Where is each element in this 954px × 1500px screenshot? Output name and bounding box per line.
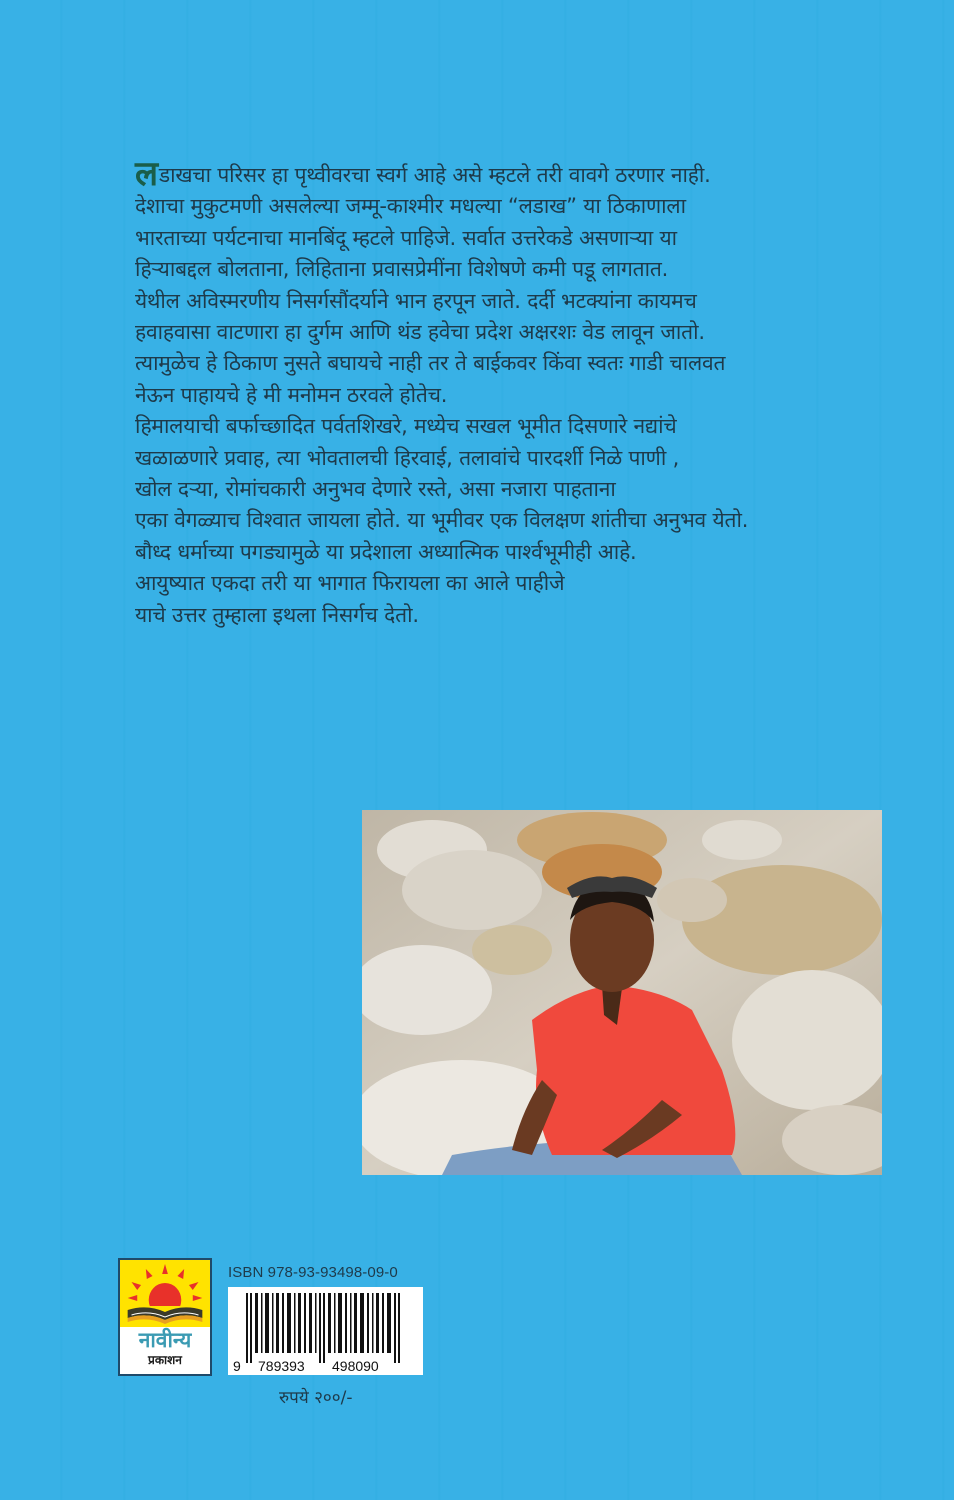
blurb-line-13: बौध्द धर्माच्या पगड्यामुळे या प्रदेशाला अध्यात्मिक पार्श्वभूमीही आहे. <box>135 539 637 564</box>
publisher-name: नावीन्य <box>138 1328 192 1352</box>
author-photo-illustration <box>362 810 882 1175</box>
author-photo <box>362 810 882 1175</box>
blurb-line-11: खोल दऱ्या, रोमांचकारी अनुभव देणारे रस्ते, असा नजारा पाहताना <box>135 477 616 502</box>
blurb-line-7: त्यामुळेच हे ठिकाण नुसते बघायचे नाही तर ते बाईकवर किंवा स्वतः गाडी चालवत <box>135 351 726 376</box>
blurb-line-12: एका वेगळ्याच विश्वात जायला होते. या भूमीवर एक विलक्षण शांतीचा अनुभव येतो. <box>135 508 749 533</box>
publisher-logo <box>118 1258 212 1376</box>
blurb-line-10: खळाळणारे प्रवाह, त्या भोवतालची हिरवाई, तलावांचे पारदर्शी निळे पाणी , <box>135 445 680 470</box>
blurb-line-6: हवाहवासा वाटणारा हा दुर्गम आणि थंड हवेचा प्रदेश अक्षरशः वेड लावून जातो. <box>135 320 705 345</box>
isbn-label: ISBN 978-93-93498-09-0 <box>228 1264 398 1281</box>
dropcap: ल <box>135 154 158 194</box>
barcode-right-digits: 498090 <box>332 1358 379 1374</box>
barcode-left-digits: 789393 <box>258 1358 305 1374</box>
blurb-line-4: हिऱ्याबद्दल बोलताना, लिहिताना प्रवासप्रेमींना विशेषणे कमी पडू लागतात. <box>135 257 669 282</box>
sun-book-icon <box>120 1260 210 1327</box>
barcode-icon <box>228 1287 423 1375</box>
publisher-subtitle: प्रकाशन <box>148 1353 182 1367</box>
blurb-line-2: देशाचा मुकुटमणी असलेल्या जम्मू-काश्मीर मधल्या “लडाख” या ठिकाणाला <box>135 194 686 219</box>
blurb-line-8: नेऊन पाहायचे हे मी मनोमन ठरवले होतेच. <box>135 382 448 407</box>
blurb-line-3: भारताच्या पर्यटनाचा मानबिंदू म्हटले पाहिजे. सर्वात उत्तरेकडे असणाऱ्या या <box>135 225 677 250</box>
isbn-barcode <box>228 1287 423 1375</box>
blurb-line-15: याचे उत्तर तुम्हाला इथला निसर्गच देतो. <box>135 602 419 627</box>
price-label: रुपये २००/- <box>279 1388 353 1408</box>
blurb-line-5: येथील अविस्मरणीय निसर्गसौंदर्याने भान हरपून जाते. दर्दी भटक्यांना कायमच <box>135 288 697 313</box>
blurb-text <box>135 154 925 631</box>
barcode-first-digit: 9 <box>233 1358 241 1374</box>
blurb-line-1: लडाखचा परिसर हा पृथ्वीवरचा स्वर्ग आहे असे म्हटले तरी वावगे ठरणार नाही. <box>135 154 711 194</box>
blurb-line-9: हिमालयाची बर्फाच्छादित पर्वतशिखरे, मध्येच सखल भूमीत दिसणारे नद्यांचे <box>135 414 677 439</box>
blurb-line-14: आयुष्यात एकदा तरी या भागात फिरायला का आले पाहीजे <box>135 571 565 596</box>
